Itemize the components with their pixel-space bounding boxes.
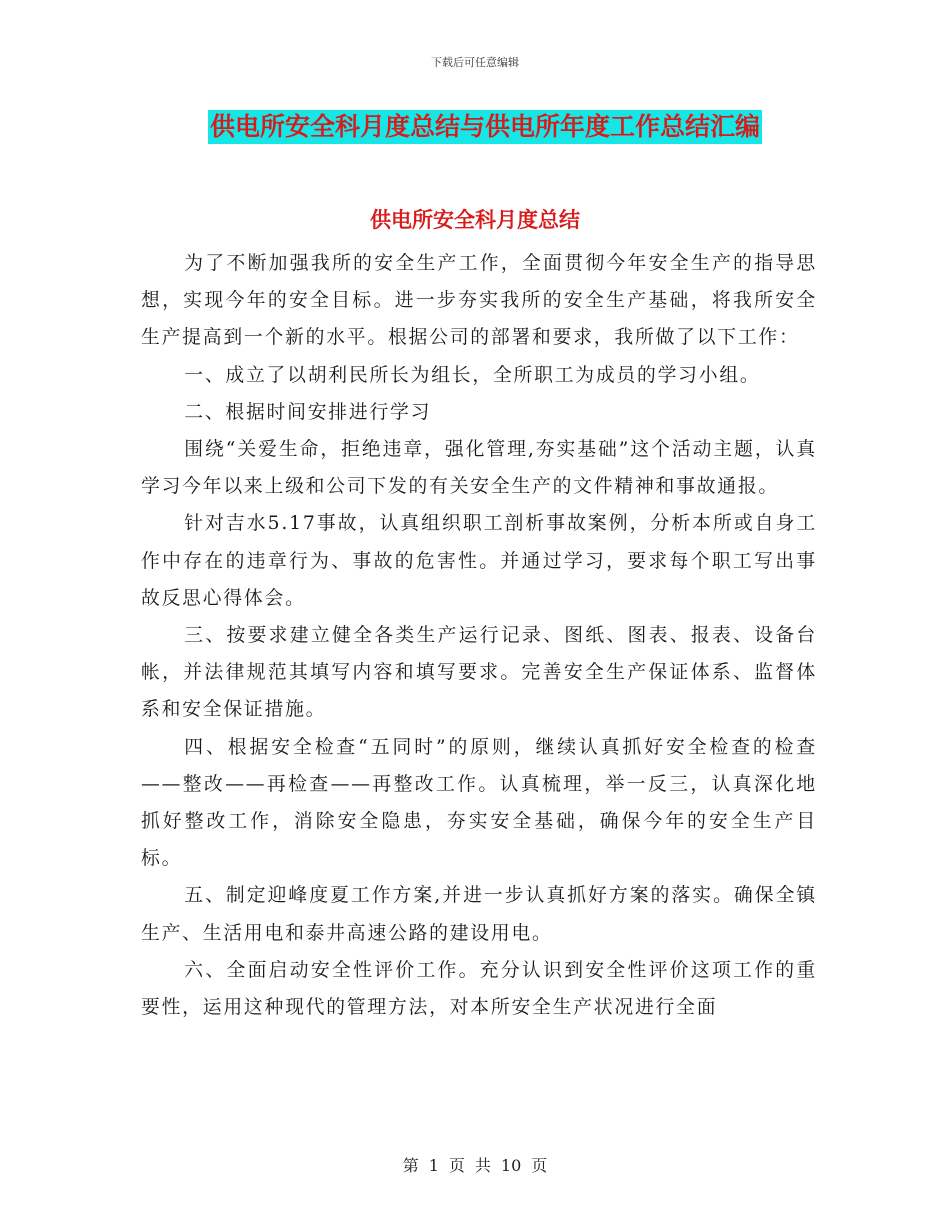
section-title: 供电所安全科月度总结 xyxy=(370,208,580,232)
current-page-number: 1 xyxy=(428,1156,439,1175)
page-label-prefix: 第 xyxy=(402,1156,419,1175)
body-paragraph-intro: 为了不断加强我所的安全生产工作，全面贯彻今年安全生产的指导思想，实现今年的安全目标。进一步夯实我所的安全生产基础，将我所安全生产提高到一个新的水平。根据公司的部署和要求，我所做了以下工作： xyxy=(141,253,817,349)
body-paragraph-item-2: 二、根据时间安排进行学习 xyxy=(184,401,432,423)
page-label-mid: 页 xyxy=(448,1156,465,1175)
total-pages-number: 10 xyxy=(500,1156,522,1175)
body-paragraph-item-6: 六、全面启动安全性评价工作。充分认识到安全性评价这项工作的重要性，运用这种现代的管理方法，对本所安全生产状况进行全面 xyxy=(141,959,817,1019)
page-footer xyxy=(0,1153,950,1176)
document-title: 供电所安全科月度总结与供电所年度工作总结汇编 xyxy=(208,110,762,144)
body-paragraph-item-3: 三、按要求建立健全各类生产运行记录、图纸、图表、报表、设备台帐，并法律规范其填写内容和填写要求。完善安全生产保证体系、监督体系和安全保证措施。 xyxy=(141,625,817,721)
body-paragraph-item-1: 一、成立了以胡利民所长为组长，全所职工为成员的学习小组。 xyxy=(184,364,761,386)
page-label-suffix: 页 xyxy=(531,1156,548,1175)
body-paragraph-accident: 针对吉水5.17事故，认真组织职工剖析事故案例，分析本所或自身工作中存在的违章行为、事故的危害性。并通过学习，要求每个职工写出事故反思心得体会。 xyxy=(141,513,817,609)
total-label: 共 xyxy=(474,1156,491,1175)
body-paragraph-item-5: 五、制定迎峰度夏工作方案,并进一步认真抓好方案的落实。确保全镇生产、生活用电和泰井高速公路的建设用电。 xyxy=(141,885,817,944)
body-paragraph-theme: 围绕“关爱生命，拒绝违章，强化管理,夯实基础”这个活动主题，认真学习今年以来上级和公司下发的有关安全生产的文件精神和事故通报。 xyxy=(141,439,817,498)
header-note: 下载后可任意编辑 xyxy=(431,56,519,69)
document-body xyxy=(141,245,817,1026)
body-paragraph-item-4: 四、根据安全检查“五同时”的原则，继续认真抓好安全检查的检查——整改——再检查——再整改工作。认真梳理，举一反三，认真深化地抓好整改工作，消除安全隐患，夯实安全基础，确保今年的安全生产目标。 xyxy=(141,736,817,870)
